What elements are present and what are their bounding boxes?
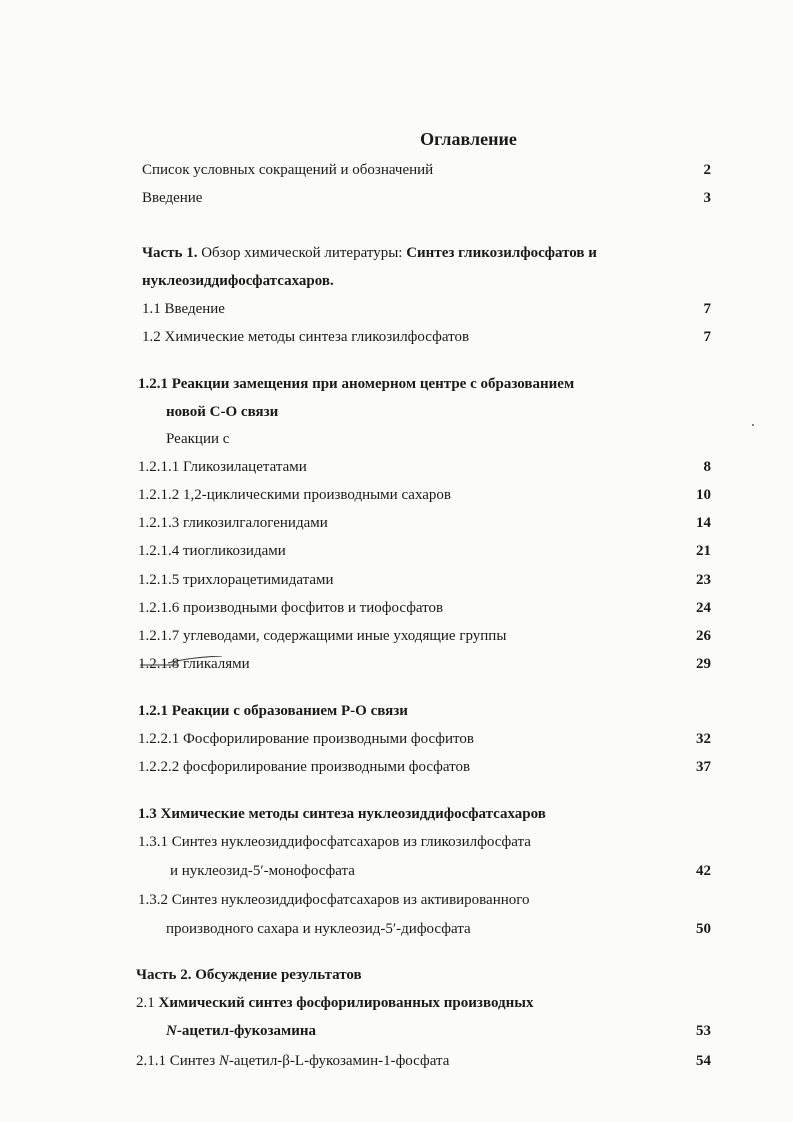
- toc-entry-text: производного сахара и нуклеозид-5′-дифосфата: [166, 921, 471, 937]
- toc-entry-text: 1.3 Химические методы синтеза нуклеозиддифосфатсахаров: [138, 806, 546, 822]
- toc-entry-text: 1.2 Химические методы синтеза гликозилфосфатов: [142, 329, 470, 345]
- toc-entry-1-2-1-line2: [0, 401, 793, 423]
- toc-entry-page: 32: [696, 731, 711, 747]
- toc-entry-page: 3: [703, 190, 711, 206]
- toc-entry-1-2-1-line3: [0, 428, 793, 450]
- toc-entry-1-3-1: [0, 831, 793, 853]
- toc-entry-italic: N: [166, 1023, 177, 1039]
- toc-entry-text: 1.2.1.2 1,2-циклическими производными сахаров: [138, 487, 451, 503]
- part1-bold: Синтез гликозилфосфатов и: [406, 245, 597, 261]
- toc-entry-text: новой С-О связи: [166, 404, 279, 420]
- toc-entry-page: 23: [696, 572, 711, 588]
- toc-entry-text: и нуклеозид-5′-монофосфата: [170, 863, 355, 879]
- toc-part1-heading-line2: [0, 270, 793, 292]
- part1-line2: нуклеозиддифосфатсахаров.: [142, 273, 334, 289]
- toc-entry-text: 1.2.1.5 трихлорацетимидатами: [138, 572, 334, 588]
- toc-entry-text: Введение: [142, 190, 203, 206]
- toc-entry-1-2-2: [0, 700, 793, 722]
- toc-entry-page: 10: [696, 487, 711, 503]
- toc-entry-1-2-1-4: [0, 540, 793, 562]
- toc-entry-1-2-2-1: [0, 728, 793, 750]
- toc-entry-page: 37: [696, 759, 711, 775]
- toc-entry-1-2-1-1: [0, 456, 793, 478]
- toc-entry-text: 2.1.1 Синтез: [136, 1053, 219, 1069]
- toc-entry-1-2-2-2: [0, 756, 793, 778]
- toc-part1-heading: [0, 242, 793, 264]
- toc-entry-text: 1.2.2.2 фосфорилирование производными фосфатов: [138, 759, 471, 775]
- toc-entry-page: 7: [703, 329, 711, 345]
- toc-entry-1-2-1: [0, 373, 793, 395]
- toc-entry-1-3-2: [0, 889, 793, 911]
- toc-entry-page: 24: [696, 600, 711, 616]
- toc-entry-page: 54: [696, 1053, 711, 1069]
- toc-entry-page: 26: [696, 628, 711, 644]
- toc-entry-text: 1.2.1.1 Гликозилацетатами: [138, 459, 307, 475]
- toc-entry-page: 21: [696, 543, 711, 559]
- toc-entry-page: 8: [703, 459, 711, 475]
- scan-speck: [752, 424, 754, 426]
- toc-entry-1-2-1-2: [0, 484, 793, 506]
- toc-entry-text: 1.1 Введение: [142, 301, 225, 317]
- toc-entry-1-3: [0, 803, 793, 825]
- toc-entry-1-1: [0, 298, 793, 320]
- toc-entry-text: -ацетил-фукозамина: [176, 1023, 317, 1039]
- toc-entry-abbreviations: [0, 159, 793, 181]
- toc-entry-text: 1.2.2.1 Фосфорилирование производными фосфитов: [138, 731, 474, 747]
- toc-entry-1-2: [0, 326, 793, 348]
- toc-entry-page: 2: [703, 162, 711, 178]
- toc-entry-page: 29: [696, 656, 711, 672]
- toc-entry-page: 14: [696, 515, 711, 531]
- toc-entry-page: 53: [696, 1023, 711, 1039]
- toc-entry-text: Реакции с: [166, 431, 230, 447]
- toc-entry-text: 1.2.1.4 тиогликозидами: [138, 543, 286, 559]
- toc-entry-introduction: [0, 187, 793, 209]
- toc-entry-2-1-line2: [0, 1020, 793, 1042]
- toc-entry-1-2-1-7: [0, 625, 793, 647]
- toc-entry-page: 7: [703, 301, 711, 317]
- toc-entry-text: 1.3.1 Синтез нуклеозиддифосфатсахаров из гликозилфосфата: [138, 834, 531, 850]
- toc-entry-page: 42: [696, 863, 711, 879]
- toc-entry-1-2-1-5: [0, 569, 793, 591]
- part1-prefix: Часть 1.: [142, 245, 198, 261]
- toc-entry-text: 1.2.1.7 углеводами, содержащими иные уходящие группы: [138, 628, 507, 644]
- toc-entry-text: 1.2.1.3 гликозилгалогенидами: [138, 515, 328, 531]
- toc-entry-1-3-1-line2: [0, 860, 793, 882]
- toc-entry-text: Часть 2. Обсуждение результатов: [136, 967, 362, 983]
- toc-entry-number: 2.1: [136, 995, 159, 1011]
- toc-entry-text: -ацетил-β-L-фукозамин-1-фосфата: [228, 1053, 450, 1069]
- toc-entry-text: 1.2.1 Реакции замещения при аномерном центре с образованием: [138, 376, 575, 392]
- toc-title: Оглавление: [420, 129, 517, 149]
- toc-entry-text: Химический синтез фосфорилированных производных: [158, 995, 534, 1011]
- toc-entry-page: 50: [696, 921, 711, 937]
- toc-part2-heading: [0, 964, 793, 986]
- toc-entry-1-2-1-6: [0, 597, 793, 619]
- toc-entry-text: Список условных сокращений и обозначений: [142, 162, 434, 178]
- part1-mid: Обзор химической литературы:: [197, 245, 407, 261]
- toc-entry-2-1-1: [0, 1050, 793, 1072]
- toc-entry-1-2-1-3: [0, 512, 793, 534]
- toc-entry-text: 1.2.1.8 гликалями: [138, 656, 250, 672]
- toc-entry-text: 1.3.2 Синтез нуклеозиддифосфатсахаров из активированного: [138, 892, 530, 908]
- toc-entry-2-1: [0, 992, 793, 1014]
- toc-entry-text: 1.2.1 Реакции с образованием Р-О связи: [138, 703, 408, 719]
- toc-entry-italic: N: [218, 1053, 229, 1069]
- toc-entry-1-2-1-8: [0, 653, 793, 675]
- toc-entry-1-3-2-line2: [0, 918, 793, 940]
- toc-entry-text: 1.2.1.6 производными фосфитов и тиофосфатов: [138, 600, 444, 616]
